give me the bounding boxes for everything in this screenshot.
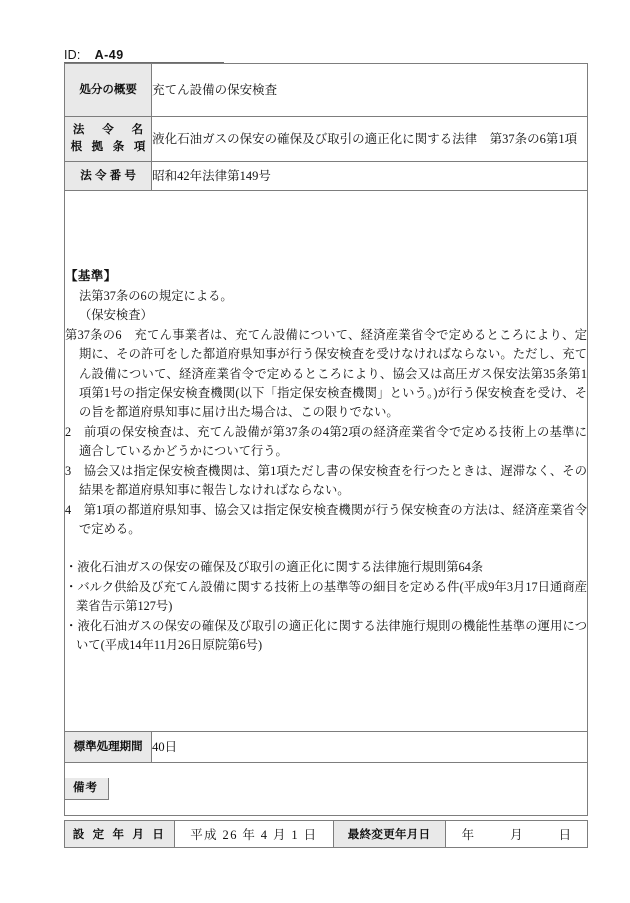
label-remarks: 備考 [65,778,109,800]
value-establishment-date: 平成 26 年 4 月 1 日 [175,821,333,848]
label-standard-period: 標準処理期間 [65,732,152,763]
last-modified-year-unit: 年 [461,828,475,842]
criteria-reference-1: ・液化石油ガスの保安の確保及び取引の適正化に関する法律施行規則第64条 [65,560,484,575]
document-id-label: ID: [64,48,81,62]
label-establishment-date: 設 定 年 月 日 [65,821,175,848]
document-id-value: A-49 [94,48,124,62]
remarks-cell [65,763,588,816]
table-row-standard-period [65,732,588,763]
value-disposition-summary: 充てん設備の保安検査 [152,64,588,117]
criteria-lead: 法第37条の6の規定による。 [79,289,233,304]
value-law-name: 液化石油ガスの保安の確保及び取引の適正化に関する法律 第37条の6第1項 [152,117,588,162]
criteria-reference-2: ・バルク供給及び充てん設備に関する技術上の基準等の細目を定める件(平成9年3月17日通商産業省告示第127号) [65,579,587,614]
date-footer-table [64,820,588,848]
table-row-criteria [65,191,588,732]
table-row-dates [65,821,588,848]
label-last-modified-date: 最終変更年月日 [333,821,445,848]
label-law-name-line1: 法 令 名 [72,124,147,136]
criteria-paragraph-1: 第37条の6 充てん事業者は、充てん設備について、経済産業省令で定めるところにより、定期に、その許可をした都道府県知事が行う保安検査を受けなければならない。ただし、充てん設備について、経済産業省令で定めるところにより、協会又は高圧ガス保安法第35条第1項第1号の指定保安検査機関(以下「指定保安検査機関」という。)が行う保安検査を受け、その旨を都道府県知事に届け出た場合は、この限りでない。 [65,327,587,420]
value-standard-period: 40日 [152,732,588,763]
value-law-number: 昭和42年法律第149号 [152,162,588,191]
label-law-name [65,117,152,162]
criteria-article-title: （保安検査） [79,308,153,323]
table-row-law-name [65,117,588,162]
table-row-remarks [65,763,588,816]
table-row-disposition-summary [65,64,588,117]
last-modified-month-unit: 月 [510,828,523,842]
criteria-paragraph-2: 2 前項の保安検査は、充てん設備が第37条の4第2項の経済産業省令で定める技術上の基準に適合しているかどうかについて行う。 [65,424,587,459]
document-id-line [64,44,224,63]
last-modified-day-unit: 日 [558,828,572,842]
label-law-name-line2: 根 拠 条 項 [70,141,149,153]
criteria-content [65,191,588,732]
table-row-law-number [65,162,588,191]
value-last-modified-date [445,821,587,848]
criteria-spacer [65,539,587,558]
procedure-detail-table [64,63,588,816]
criteria-paragraph-4: 4 第1項の都道府県知事、協会又は指定保安検査機関が行う保安検査の方法は、経済産業省令で定める。 [65,502,587,536]
label-law-number: 法 令 番 号 [65,162,152,191]
criteria-heading: 【基準】 [65,268,117,283]
label-disposition-summary: 処分の概要 [65,64,152,117]
criteria-reference-3: ・液化石油ガスの保安の確保及び取引の適正化に関する法律施行規則の機能性基準の運用について(平成14年11月26日原院第6号) [65,618,587,652]
criteria-paragraph-3: 3 協会又は指定保安検査機関は、第1項ただし書の保安検査を行つたときは、遅滞なく、その結果を都道府県知事に報告しなければならない。 [65,463,587,498]
